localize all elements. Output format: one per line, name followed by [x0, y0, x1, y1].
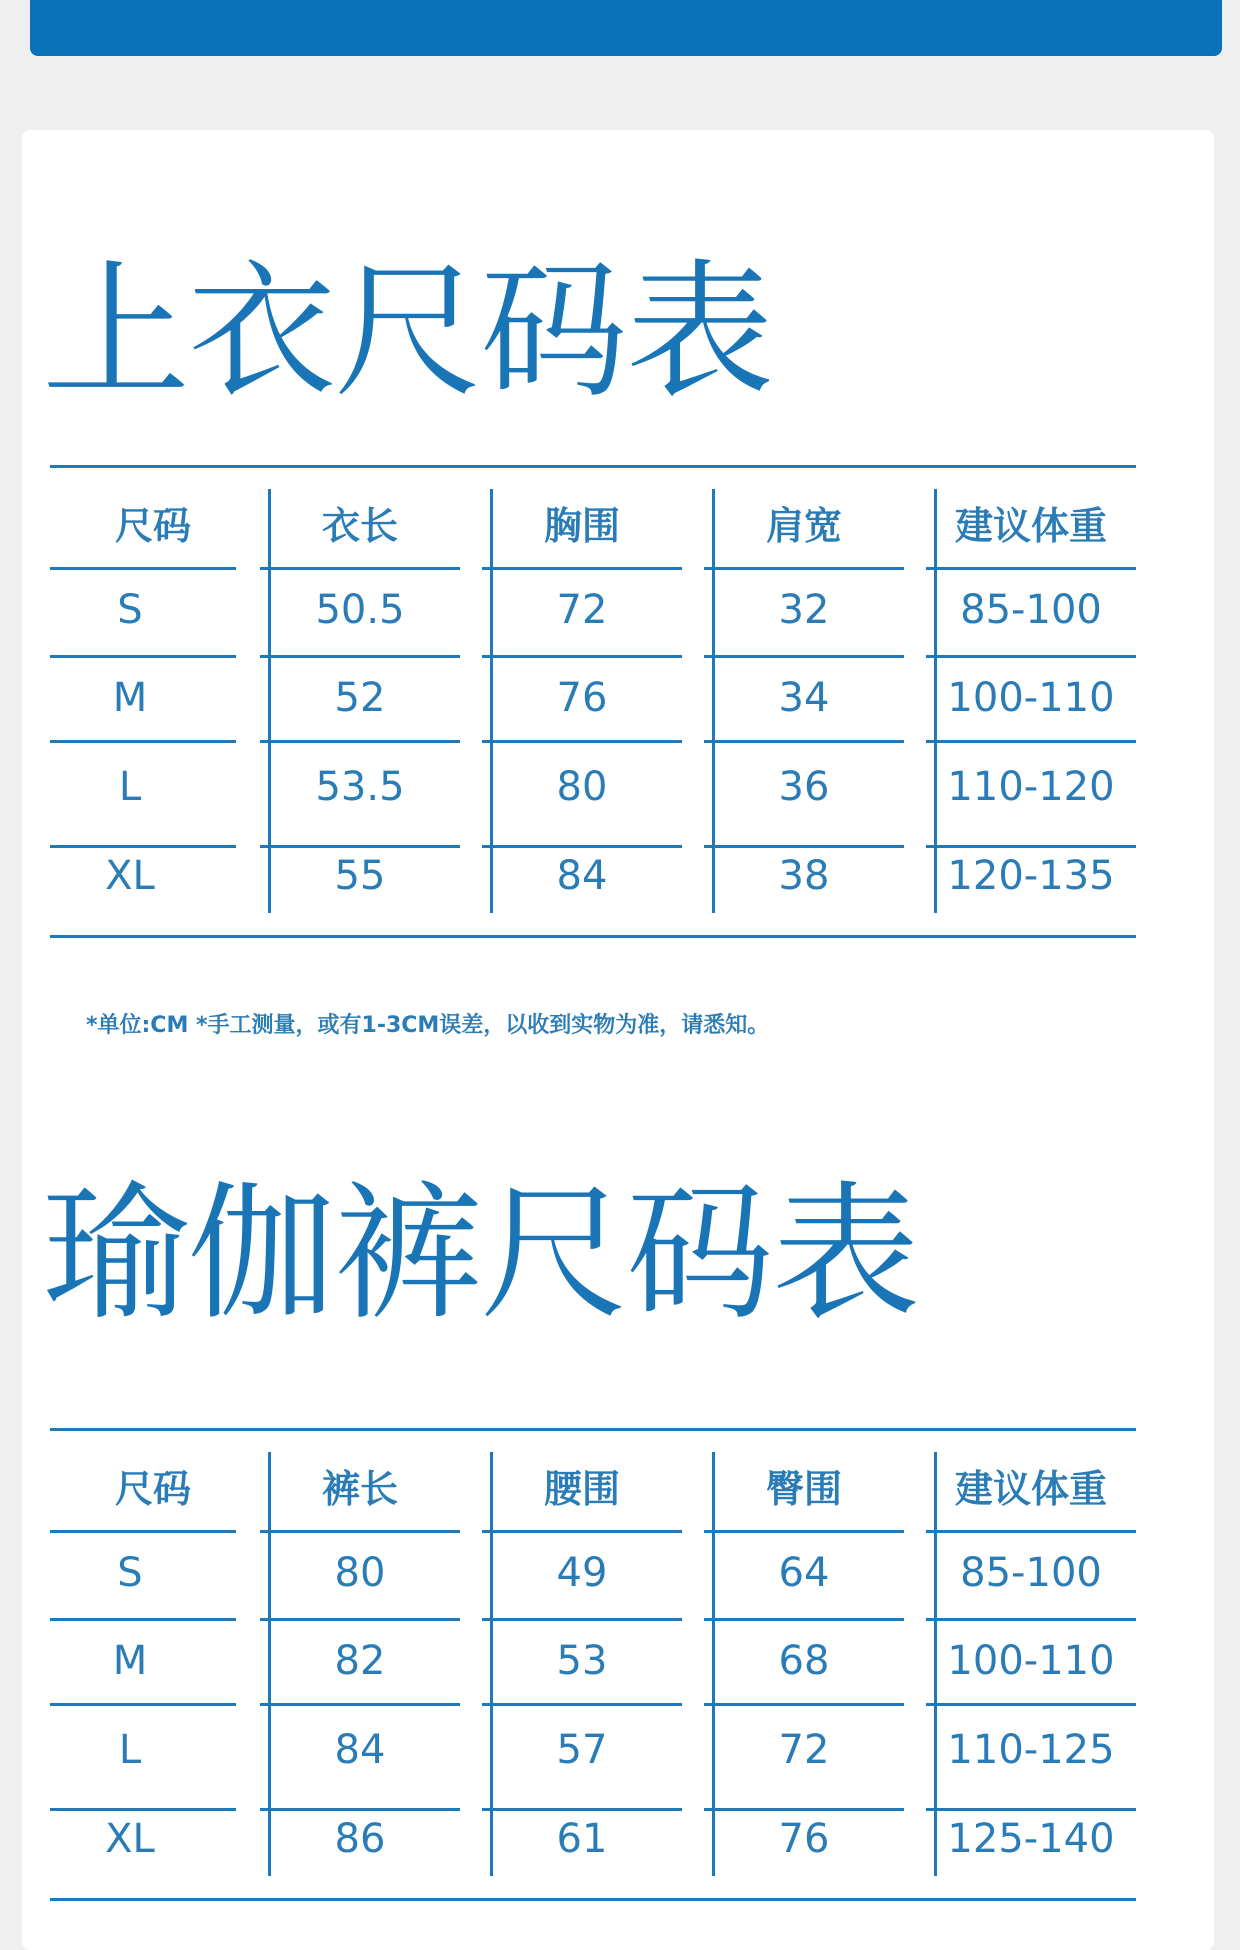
top-size-chart-title: 上衣尺码表	[42, 246, 772, 418]
size-label: M	[112, 1638, 148, 1684]
table-cell: 110-125	[947, 1727, 1115, 1773]
column-header: 建议体重	[954, 1467, 1107, 1511]
table-cell: 84	[556, 853, 608, 899]
row-divider	[50, 1618, 236, 1621]
table-cell: 53	[556, 1638, 608, 1684]
row-divider	[50, 567, 236, 570]
table-cell: 85-100	[960, 587, 1102, 633]
row-divider	[926, 1618, 1136, 1621]
table-cell: 55	[334, 853, 386, 899]
column-header: 腰围	[543, 1467, 620, 1511]
row-divider	[926, 1703, 1136, 1706]
row-divider	[260, 655, 460, 658]
row-divider	[704, 1618, 904, 1621]
table-top-rule	[50, 1428, 1136, 1431]
table-cell: 110-120	[947, 764, 1115, 810]
table-cell: 38	[778, 853, 830, 899]
column-header: 胸围	[543, 504, 620, 548]
table-cell: 53.5	[315, 764, 405, 810]
row-divider	[926, 1530, 1136, 1533]
table-cell: 72	[556, 587, 608, 633]
pants-size-table	[50, 1428, 1136, 1903]
row-divider	[482, 1703, 682, 1706]
row-divider	[50, 740, 236, 743]
row-divider	[482, 740, 682, 743]
table-cell: 80	[556, 764, 608, 810]
column-header: 尺码	[114, 504, 191, 548]
row-divider	[260, 1618, 460, 1621]
size-label: L	[118, 1727, 142, 1773]
row-divider	[50, 655, 236, 658]
column-header: 肩宽	[765, 504, 842, 548]
table-cell: 125-140	[947, 1816, 1115, 1862]
row-divider	[704, 740, 904, 743]
row-divider	[704, 655, 904, 658]
table-bottom-rule	[50, 935, 1136, 938]
row-divider	[704, 1703, 904, 1706]
row-divider	[482, 1530, 682, 1533]
size-label: XL	[105, 853, 155, 899]
size-label: S	[117, 587, 143, 633]
table-cell: 32	[778, 587, 830, 633]
row-divider	[926, 655, 1136, 658]
table-cell: 34	[778, 675, 830, 721]
top-size-table	[50, 465, 1136, 940]
table-cell: 84	[334, 1727, 386, 1773]
column-header: 裤长	[321, 1467, 398, 1511]
column-header: 臀围	[765, 1467, 842, 1511]
pants-size-chart-title: 瑜伽裤尺码表	[42, 1168, 918, 1340]
table-cell: 61	[556, 1816, 608, 1862]
row-divider	[50, 1703, 236, 1706]
row-divider	[50, 1530, 236, 1533]
table-cell: 52	[334, 675, 386, 721]
table-cell: 82	[334, 1638, 386, 1684]
table-bottom-rule	[50, 1898, 1136, 1901]
top-banner-bar	[30, 0, 1222, 56]
column-header: 建议体重	[954, 504, 1107, 548]
table-cell: 80	[334, 1550, 386, 1596]
row-divider	[260, 1530, 460, 1533]
table-top-rule	[50, 465, 1136, 468]
row-divider	[260, 740, 460, 743]
size-label: S	[117, 1550, 143, 1596]
table-cell: 49	[556, 1550, 608, 1596]
table-cell: 86	[334, 1816, 386, 1862]
size-label: XL	[105, 1816, 155, 1862]
table-cell: 120-135	[947, 853, 1115, 899]
row-divider	[260, 567, 460, 570]
column-header: 尺码	[114, 1467, 191, 1511]
table-cell: 76	[556, 675, 608, 721]
row-divider	[482, 567, 682, 570]
column-header: 衣长	[321, 504, 398, 548]
table-cell: 85-100	[960, 1550, 1102, 1596]
table-cell: 100-110	[947, 675, 1115, 721]
size-label: M	[112, 675, 148, 721]
table-cell: 76	[778, 1816, 830, 1862]
row-divider	[704, 567, 904, 570]
table-cell: 57	[556, 1727, 608, 1773]
size-label: L	[118, 764, 142, 810]
table-cell: 36	[778, 764, 830, 810]
table-cell: 68	[778, 1638, 830, 1684]
row-divider	[482, 655, 682, 658]
measurement-note: *单位:CM *手工测量，或有1-3CM误差，以收到实物为准，请悉知。	[86, 1013, 770, 1038]
row-divider	[926, 740, 1136, 743]
table-cell: 50.5	[315, 587, 405, 633]
row-divider	[926, 567, 1136, 570]
row-divider	[260, 1703, 460, 1706]
table-cell: 64	[778, 1550, 830, 1596]
table-cell: 100-110	[947, 1638, 1115, 1684]
row-divider	[704, 1530, 904, 1533]
row-divider	[482, 1618, 682, 1621]
table-cell: 72	[778, 1727, 830, 1773]
